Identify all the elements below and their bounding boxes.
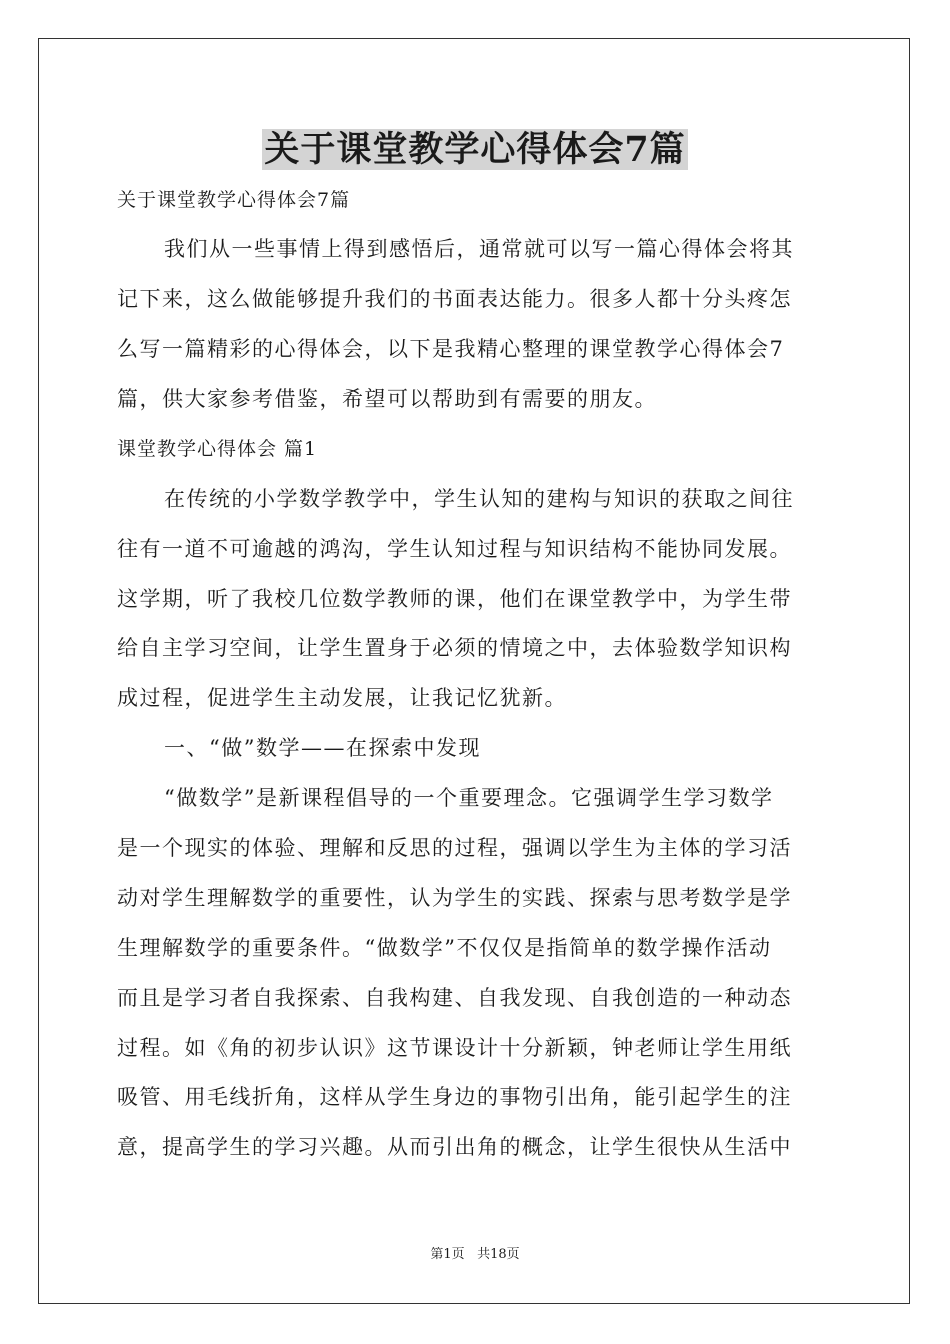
- paragraph-line: 意，提高学生的学习兴趣。从而引出角的概念，让学生很快从生活中: [117, 1135, 792, 1159]
- document-subtitle: 关于课堂教学心得体会7篇: [117, 189, 351, 211]
- paragraph-line: 篇，供大家参考借鉴，希望可以帮助到有需要的朋友。: [117, 387, 657, 411]
- page-number: 第1页: [430, 1247, 465, 1262]
- document-title-text: 关于课堂教学心得体会7篇: [264, 129, 686, 170]
- subsection-heading: 一、“做”数学——在探索中发现: [164, 736, 481, 760]
- document-title: [0, 128, 950, 172]
- paragraph-line: “做数学”是新课程倡导的一个重要理念。它强调学生学习数学: [164, 786, 774, 810]
- paragraph-line: 成过程，促进学生主动发展，让我记忆犹新。: [117, 686, 567, 710]
- paragraph-line: 生理解数学的重要条件。“做数学”不仅仅是指简单的数学操作活动: [117, 936, 772, 960]
- paragraph-line: 动对学生理解数学的重要性，认为学生的实践、探索与思考数学是学: [117, 886, 792, 910]
- paragraph-line: 过程。如《角的初步认识》这节课设计十分新颖，钟老师让学生用纸: [117, 1036, 792, 1060]
- paragraph-line: 在传统的小学数学教学中，学生认知的建构与知识的获取之间往: [164, 487, 794, 511]
- paragraph-line: 我们从一些事情上得到感悟后，通常就可以写一篇心得体会将其: [164, 237, 794, 261]
- section-heading: 课堂教学心得体会 篇1: [117, 438, 318, 460]
- paragraph-line: 给自主学习空间，让学生置身于必须的情境之中，去体验数学知识构: [117, 636, 792, 660]
- paragraph-line: 而且是学习者自我探索、自我构建、自我发现、自我创造的一种动态: [117, 986, 792, 1010]
- paragraph-line: 这学期，听了我校几位数学教师的课，他们在课堂教学中，为学生带: [117, 587, 792, 611]
- page-border: [38, 38, 910, 1304]
- paragraph-line: 记下来，这么做能够提升我们的书面表达能力。很多人都十分头疼怎: [117, 287, 792, 311]
- paragraph-line: 吸管、用毛线折角，这样从学生身边的事物引出角，能引起学生的注: [117, 1085, 792, 1109]
- page-total: 共18页: [477, 1247, 520, 1262]
- paragraph-line: 是一个现实的体验、理解和反思的过程，强调以学生为主体的学习活: [117, 836, 792, 860]
- paragraph-line: 往有一道不可逾越的鸿沟，学生认知过程与知识结构不能协同发展。: [117, 537, 792, 561]
- page-footer: [0, 1246, 950, 1264]
- paragraph-line: 么写一篇精彩的心得体会，以下是我精心整理的课堂教学心得体会7: [117, 337, 785, 361]
